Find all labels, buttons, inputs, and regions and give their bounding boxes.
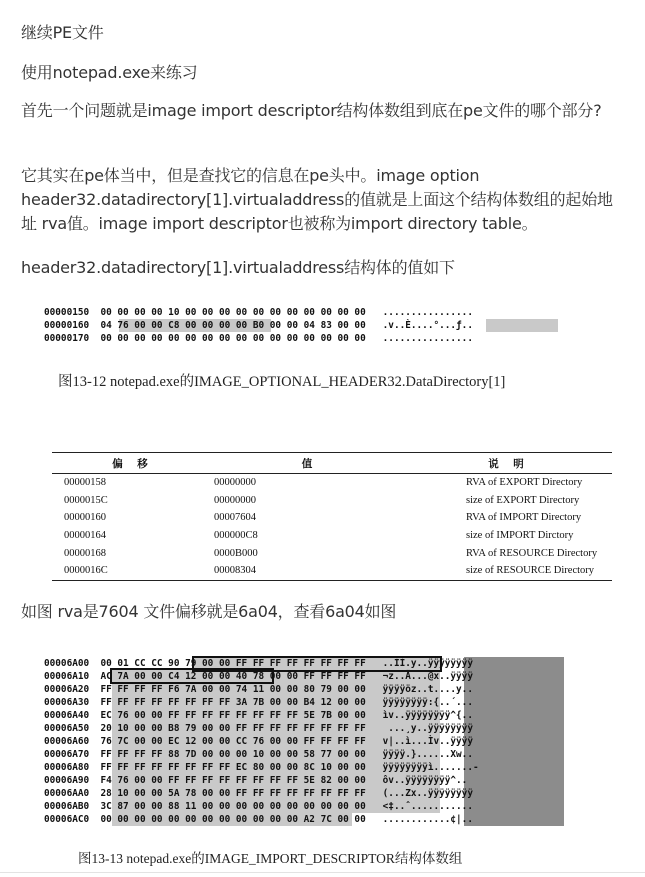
hex-ascii: ôv..ÿÿÿÿÿÿÿÿ^.. [365, 775, 468, 786]
cell-value: 00000000 [214, 477, 256, 489]
hex-bytes: FF FF FF FF 88 7D 00 00 00 10 00 00 58 77 00 00 [89, 749, 366, 760]
hex-address: 00006A60 [44, 736, 90, 747]
hex-ascii: ................ [365, 333, 473, 344]
paragraph-4: 它其实在pe体当中，但是查找它的信息在pe头中。image option header32.datadirectory[1].virtualaddress的值就是上面这个结构体数组的起始地址 rva值。image import descriptor也被称为import directory table。 [21, 166, 613, 233]
hex-dump-row [44, 813, 479, 826]
hex-address: 00000150 [44, 307, 90, 318]
hex-ascii: ÿÿÿÿÿÿÿÿì.......‑ [365, 762, 479, 773]
hex-bytes: F4 76 00 00 FF FF FF FF FF FF FF FF 5E 82 00 00 [89, 775, 366, 786]
hex-address: 00006A80 [44, 762, 90, 773]
cell-offset: 00000158 [64, 477, 106, 489]
hex-bytes: 00 00 00 00 00 00 00 00 00 00 00 00 00 00 00 00 [89, 333, 366, 344]
hex-ascii: ...¸y..ÿÿÿÿÿÿÿÿ [365, 723, 473, 734]
table-row [52, 544, 612, 562]
hex-address: 00006AB0 [44, 801, 90, 812]
hex-bytes: AC 7A 00 00 C4 12 00 00 40 78 00 00 FF FF FF FF [89, 671, 366, 682]
figure-hex-dump-optional-header [42, 306, 612, 356]
hex-address: 00006A50 [44, 723, 90, 734]
hex-dump-row [44, 683, 479, 696]
cell-value: 00008304 [214, 565, 256, 577]
cell-description: size of IMPORT Dirctory [466, 530, 574, 542]
hex-ascii: .v..È....°...ƒ.. [365, 320, 473, 331]
cell-offset: 00000160 [64, 512, 106, 524]
hex-dump-row [44, 787, 479, 800]
hex-bytes: 76 7C 00 00 EC 12 00 00 CC 76 00 00 FF FF FF FF [89, 736, 366, 747]
hex-address: 00006A10 [44, 671, 90, 682]
hex-address: 00006AC0 [44, 814, 90, 825]
cell-value: 00000000 [214, 494, 256, 506]
hex-ascii: ................ [365, 307, 473, 318]
hex-dump-row [44, 761, 479, 774]
hex-bytes: 28 10 00 00 5A 78 00 00 FF FF FF FF FF FF FF FF [89, 788, 366, 799]
divider [0, 872, 645, 873]
hex-dump-row [44, 696, 479, 709]
cell-value: 00007604 [214, 512, 256, 524]
hex-dump-row [44, 306, 473, 319]
cell-description: RVA of IMPORT Directory [466, 512, 582, 524]
table-row [52, 474, 612, 492]
hex-bytes: FF FF FF FF FF FF FF FF EC 80 00 00 8C 10 00 00 [89, 762, 366, 773]
hex-dump-row [44, 319, 473, 332]
hex-bytes: 00 00 00 00 00 00 00 00 00 00 00 00 A2 7C 00 00 [89, 814, 366, 825]
hex-dump-lines [44, 306, 473, 345]
hex-address: 00006AA0 [44, 788, 90, 799]
hex-bytes: 20 10 00 00 B8 79 00 00 FF FF FF FF FF FF FF FF [89, 723, 366, 734]
hex-ascii: (...Zx..ÿÿÿÿÿÿÿÿ [365, 788, 473, 799]
hex-bytes: 00 00 00 00 10 00 00 00 00 00 00 00 00 00 00 00 [89, 307, 366, 318]
hex-ascii: ÿÿÿÿ.}......Xw.. [365, 749, 473, 760]
hex-dump-lines [44, 657, 479, 826]
cell-value: 0000B000 [214, 547, 258, 559]
hex-dump-row [44, 735, 479, 748]
cell-value: 000000C8 [214, 530, 258, 542]
paragraph-3: 首先一个问题就是image import descriptor结构体数组到底在pe文件的哪个部分? [21, 101, 602, 120]
header-description: 说 明 [406, 453, 612, 474]
hex-ascii: <‡..ˆ........... [365, 801, 473, 812]
figure-13-13-caption: 图13-13 notepad.exe的IMAGE_IMPORT_DESCRIPTOR结构体数组 [78, 851, 463, 866]
hex-dump-row [44, 709, 479, 722]
hex-bytes: 3C 87 00 00 88 11 00 00 00 00 00 00 00 00 00 00 [89, 801, 366, 812]
hex-bytes: 04 76 00 00 C8 00 00 00 00 B0 00 00 04 83 00 00 [89, 320, 366, 331]
table-row [52, 509, 612, 527]
paragraph-1: 继续PE文件 [21, 23, 104, 42]
hex-ascii: ¬z..Ä...@x..ÿÿÿÿ [365, 671, 473, 682]
hex-dump-row [44, 657, 479, 670]
hex-address: 00006A40 [44, 710, 90, 721]
hex-dump-row [44, 722, 479, 735]
cell-offset: 0000015C [64, 494, 108, 506]
highlight-ascii [486, 319, 558, 332]
hex-address: 00006A20 [44, 684, 90, 695]
cell-offset: 00000168 [64, 547, 106, 559]
hex-ascii: ÿÿÿÿÿÿÿÿ:{..´... [365, 697, 473, 708]
hex-dump-row [44, 800, 479, 813]
hex-dump-row [44, 670, 479, 683]
hex-address: 00006A00 [44, 658, 90, 669]
hex-ascii: ÿÿÿÿöz..t....y.. [365, 684, 473, 695]
header-offset: 偏 移 [52, 453, 214, 474]
hex-bytes: FF FF FF FF F6 7A 00 00 74 11 00 00 80 79 00 00 [89, 684, 366, 695]
cell-description: size of EXPORT Directory [466, 494, 580, 506]
hex-dump-row [44, 774, 479, 787]
hex-ascii: ............¢|.. [365, 814, 473, 825]
paragraph-2: 使用notepad.exe来练习 [21, 63, 198, 82]
highlight-ascii-region [464, 657, 564, 826]
figure-13-12-caption: 图13-12 notepad.exe的IMAGE_OPTIONAL_HEADER32.DataDirectory[1] [58, 374, 506, 390]
hex-dump-row [44, 332, 473, 345]
hex-ascii: ìv..ÿÿÿÿÿÿÿÿ^{.. [365, 710, 473, 721]
cell-description: size of RESOURCE Directory [466, 565, 595, 577]
hex-dump-row [44, 748, 479, 761]
cell-offset: 0000016C [64, 565, 108, 577]
hex-bytes: EC 76 00 00 FF FF FF FF FF FF FF FF 5E 7B 00 00 [89, 710, 366, 721]
hex-address: 00006A70 [44, 749, 90, 760]
hex-ascii: ..ÌÌ.y..ÿÿÿÿÿÿÿÿ [365, 658, 473, 669]
table-row [52, 492, 612, 510]
hex-address: 00006A90 [44, 775, 90, 786]
hex-address: 00006A30 [44, 697, 90, 708]
paragraph-6: 如图 rva是7604 文件偏移就是6a04，查看6a04如图 [21, 602, 397, 621]
header-value: 值 [214, 453, 406, 474]
cell-description: RVA of RESOURCE Directory [466, 547, 598, 559]
data-directory-table [52, 452, 612, 581]
hex-address: 00000160 [44, 320, 90, 331]
cell-description: RVA of EXPORT Directory [466, 477, 583, 489]
hex-bytes: FF FF FF FF FF FF FF FF 3A 7B 00 00 B4 12 00 00 [89, 697, 366, 708]
table-row [52, 562, 612, 580]
table-header-row [52, 453, 612, 474]
paragraph-5: header32.datadirectory[1].virtualaddress结构体的值如下 [21, 258, 455, 277]
hex-address: 00000170 [44, 333, 90, 344]
table-row [52, 527, 612, 545]
cell-offset: 00000164 [64, 530, 106, 542]
figure-hex-dump-import-descriptor [42, 655, 567, 835]
hex-bytes: 00 01 CC CC 90 79 00 00 FF FF FF FF FF FF FF FF [89, 658, 366, 669]
hex-ascii: v|..ì...Ìv..ÿÿÿÿ [365, 736, 473, 747]
